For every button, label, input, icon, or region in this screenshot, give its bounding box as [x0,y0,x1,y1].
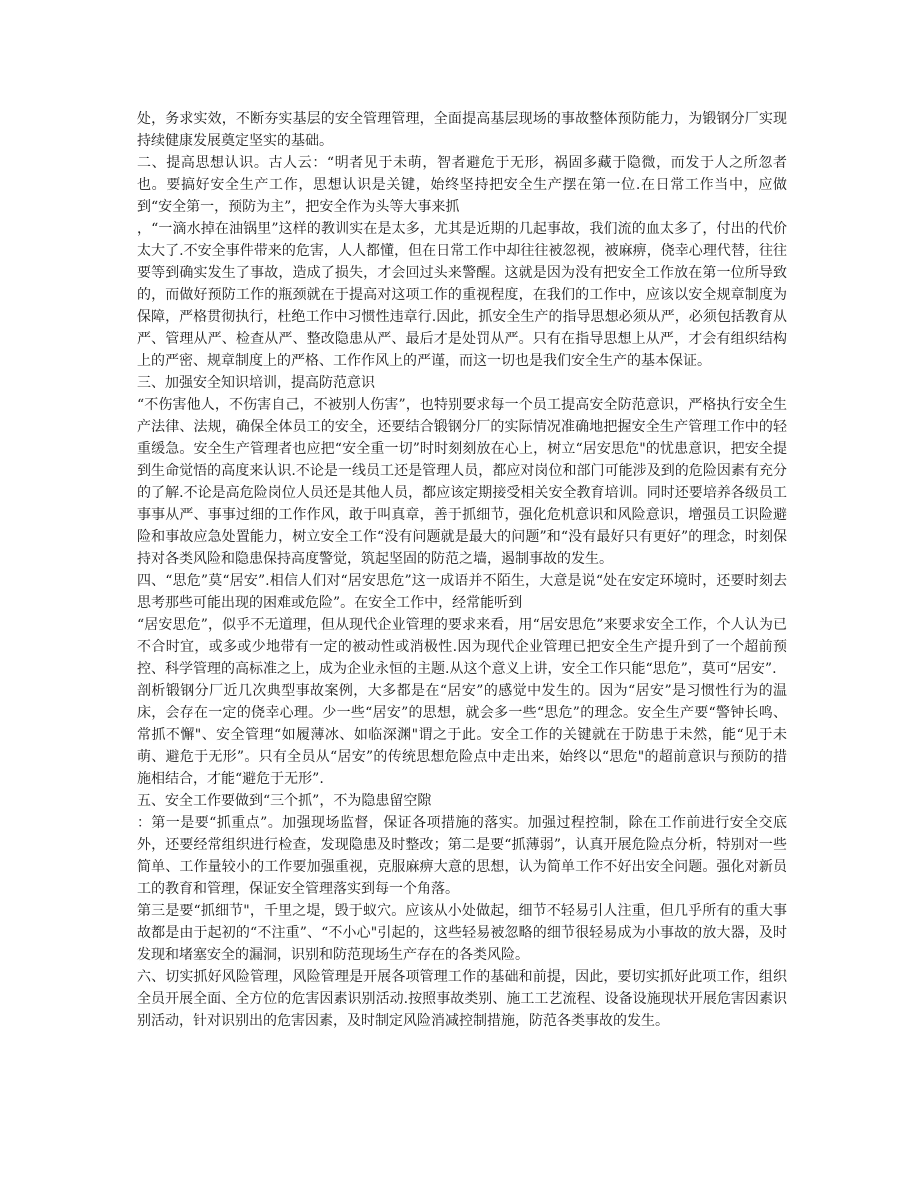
paragraph-section-5-body: ：第一是要“抓重点”。加强现场监督，保证各项措施的落实。加强过程控制，除在工作前进行安全交底外，还要经常组织进行检查，发现隐患及时整改；第二是要“抓薄弱”，认真开展危险点分析，特别对一些简单、工作量较小的工作要加强重视，克服麻痹大意的思想，认为简单工作不好出安全问题。强化对新员工的教育和管理，保证安全管理落实到每一个角落。 [137,815,787,897]
paragraph-section-5-heading: 五、安全工作要做到“三个抓”，不为隐患留空隙 [137,793,432,809]
paragraph-section-2-body: ，“一滴水掉在油锅里”这样的教训实在是太多，尤其是近期的几起事故，我们流的血太多了，付出的代价太大了.不安全事件带来的危害，人人都懂，但在日常工作中却往往被忽视，被麻痹，侥幸心理代替，往往要等到确实发生了事故，造成了损失，才会回过头来警醒。这就是因为没有把安全工作放在第一位所导致的，而做好预防工作的瓶颈就在于提高对这项工作的重视程度，在我们的工作中，应该以安全规章制度为保障，严格贯彻执行，杜绝工作中习惯性违章行.因此，抓安全生产的指导思想必须从严，必须包括教育从严、管理从严、检查从严、整改隐患从严、最后才是处罚从严。只有在指导思想上从严，才会有组织结构上的严密、规章制度上的严格、工作作风上的严谨，而这一切也是我们安全生产的基本保证。 [137,221,787,369]
paragraph-section-6: 六、切实抓好风险管理，风险管理是开展各项管理工作的基础和前提，因此，要切实抓好此项工作，组织全员开展全面、全方位的危害因素识别活动.按照事故类别、施工工艺流程、设备设施现状开展危害因素识别活动，针对识别出的危害因素，及时制定风险消减控制措施，防范各类事故的发生。 [137,969,787,1029]
paragraph-section-4-heading: 四、“思危”莫“居安”.相信人们对“居安思危”这一成语并不陌生，大意是说“处在安定环境时，还要时刻去思考那些可能出现的困难或危险”。在安全工作中，经常能听到 [137,573,787,611]
paragraph-section-5-third-point: 第三是要“抓细节"，千里之堤，毁于蚁穴。应该从小处做起，细节不轻易引人注重，但几乎所有的重大事故都是由于起初的“不注重”、“不小心"引起的，这些轻易被忽略的细节很轻易成为小事故的放大器，及时发现和堵塞安全的漏洞，识别和防范现场生产存在的各类风险。 [137,903,787,963]
paragraph-section-4-body: “居安思危”，似乎不无道理，但从现代企业管理的要求来看，用“居安思危”来要求安全工作，个人认为已不合时宜，或多或少地带有一定的被动性或消极性.因为现代企业管理已把安全生产提升到了一个超前预控、科学管理的高标准之上，成为企业永恒的主题.从这个意义上讲，安全工作只能“思危”，莫可“居安”. [137,617,787,677]
paragraph-intro-continuation: 处，务求实效，不断夯实基层的安全管理管理，全面提高基层现场的事故整体预防能力，为锻钢分厂实现持续健康发展奠定坚实的基础。 [137,111,787,149]
document-body [137,108,787,1032]
paragraph-section-3-heading: 三、加强安全知识培训，提高防范意识 [137,375,375,391]
paragraph-section-2-heading: 二、提高思想认识。古人云：“明者见于未萌，智者避危于无形，祸固多藏于隐微，而发于人之所忽者也。要搞好安全生产工作，思想认识是关键，始终坚持把安全生产摆在第一位.在日常工作当中，应做到“安全第一，预防为主”，把安全作为头等大事来抓 [137,155,787,215]
paragraph-section-3-body: “不伤害他人，不伤害自己，不被别人伤害”，也特别要求每一个员工提高安全防范意识，严格执行安全生产法律、法规，确保全体员工的安全，还要结合锻钢分厂的实际情况准确地把握安全生产管理工作中的轻重缓急。安全生产管理者也应把“安全重一切”时时刻刻放在心上，树立“居安思危"的忧患意识，把安全提到生命觉悟的高度来认识.不论是一线员工还是管理人员，都应对岗位和部门可能涉及到的危险因素有充分的了解.不论是高危险岗位人员还是其他人员，都应该定期接受相关安全教育培训。同时还要培养各级员工事事从严、事事过细的工作作风，敢于叫真章，善于抓细节，强化危机意识和风险意识，增强员工识险避险和事故应急处置能力，树立安全工作“没有问题就是最大的问题”和“没有最好只有更好”的理念，时刻保持对各类风险和隐患保持高度警觉，筑起坚固的防范之墙，遏制事故的发生。 [137,397,787,567]
paragraph-section-4-analysis: 剖析锻钢分厂近几次典型事故案例，大多都是在“居安”的感觉中发生的。因为“居安”是习惯性行为的温床，会存在一定的侥幸心理。少一些“居安”的思想，就会多一些“思危”的理念。安全生产要“警钟长鸣、常抓不懈"、安全管理“如履薄冰、如临深渊"谓之于此。安全工作的关键就在于防患于未然，能“见于未萌、避危于无形”。只有全员从“居安”的传统思想危险点中走出来，始终以“思危"的超前意识与预防的措施相结合，才能“避危于无形”. [137,683,787,787]
